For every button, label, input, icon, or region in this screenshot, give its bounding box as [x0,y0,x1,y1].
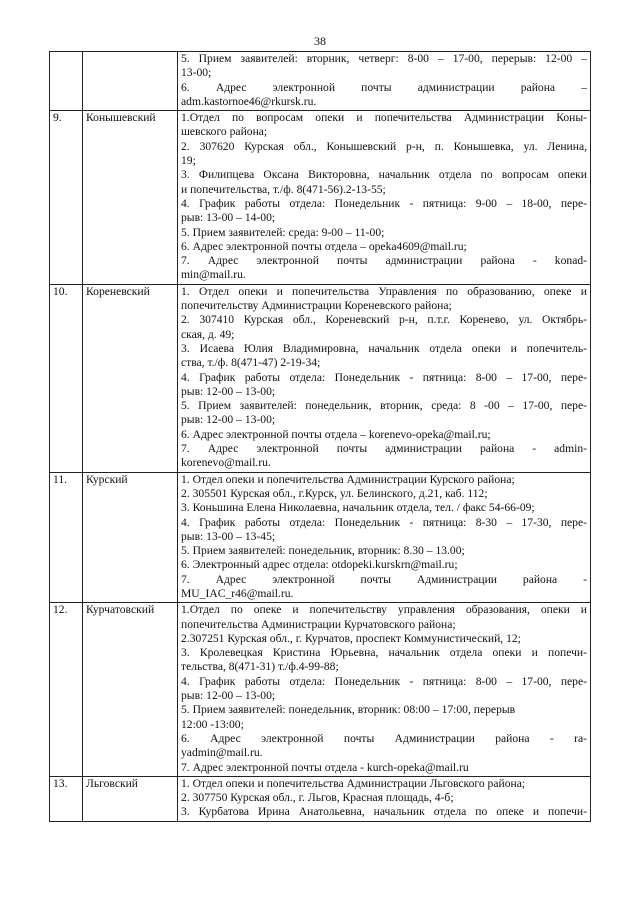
info-line: 6. Адрес электронной почты администрации района – [181,80,587,94]
info-line: ская, д. 49; [181,327,235,341]
info-line: min@mail.ru. [181,268,246,282]
table-body [50,52,591,822]
info-line: 3. Коньшина Елена Николаевна, начальник отдела, тел. / факс 54-66-09; [181,501,535,515]
info-line: рыв: 12-00 – 13-00; [181,413,276,427]
info-line: 4. График работы отдела: Понедельник - пятница: 8-00 – 17-00, пере- [181,674,587,688]
info-line: рыв: 13-00 – 13-45; [181,529,276,543]
row-number: 12. [50,603,83,777]
table-row [50,472,591,603]
info-line: 3. Исаева Юлия Владимировна, начальник отдела опеки и попечитель- [181,341,587,355]
row-number: 10. [50,284,83,472]
info-line: 5. Прием заявителей: понедельник, вторник: 08:00 – 17:00, перерыв [181,703,516,717]
info-line: рыв: 12-00 – 13-00; [181,689,276,703]
info-line: 5. Прием заявителей: вторник, четверг: 8-00 – 17-00, перерыв: 12-00 – [181,52,587,65]
info-line: 5. Прием заявителей: понедельник, вторник, среда: 8 -00 – 17-00, пере- [181,399,587,413]
info-line: 4. График работы отдела: Понедельник - пятница: 9-00 – 18-00, пере- [181,196,587,210]
district-info [178,603,591,777]
info-line: 2. 307750 Курская обл., г. Льгов, Красная площадь, 4-б; [181,791,454,805]
info-line: попечительства Администрации Курчатовского района; [181,617,456,631]
table-row [50,776,591,821]
info-line: 2. 307620 Курская обл., Конышевский р-н, п. Конышевка, ул. Ленина, [181,139,587,153]
info-line: 6. Адрес электронной почты Администрации района - ra- [181,731,587,745]
info-line: и попечительства, т./ф. 8(471-56).2-13-55; [181,182,386,196]
info-line: тельства, 8(471-31) т./ф.4-99-88; [181,660,339,674]
district-info [178,52,591,111]
info-line: 4. График работы отдела: Понедельник - пятница: 8-30 – 17-30, пере- [181,515,587,529]
table-row [50,603,591,777]
info-line: 12:00 -13:00; [181,717,244,731]
info-line: 5. Прием заявителей: понедельник, вторник: 8.30 – 13.00; [181,544,465,558]
info-line: 7. Адрес электронной почты отдела - kurch-opeka@mail.ru [181,760,469,774]
info-line: 3. Курбатова Ирина Анатольевна, начальник отдела по опеке и попечи- [181,805,587,819]
info-line: 3. Кролевецкая Кристина Юрьевна, начальник отдела опеки и попечи- [181,646,587,660]
info-line: 7. Адрес электронной почты администрации района - admin- [181,442,587,456]
row-number [50,52,83,111]
info-line: 7. Адрес электронной почты Администрации района - [181,572,587,586]
district-info [178,472,591,603]
info-line: 6. Адрес электронной почты отдела – korenevo-opeka@mail.ru; [181,427,491,441]
row-number: 11. [50,472,83,603]
district-name [83,52,178,111]
info-line: 1. Отдел опеки и попечительства Администрации Льговского района; [181,776,526,790]
info-line: рыв: 13-00 – 14-00; [181,211,276,225]
info-line: шевского района; [181,125,268,139]
info-line: 4. График работы отдела: Понедельник - пятница: 8-00 – 17-00, пере- [181,370,587,384]
info-line: попечительству Администрации Кореневского района; [181,299,452,313]
info-line: рыв: 12-00 – 13-00; [181,384,276,398]
info-line: 6. Адрес электронной почты отдела – opeka4609@mail.ru; [181,239,467,253]
district-info [178,111,591,285]
district-name: Курчатовский [83,603,178,777]
info-line: 5. Прием заявителей: среда: 9-00 – 11-00; [181,225,385,239]
info-line: 1.Отдел по опеке и попечительству управления образования, опеки и [181,603,587,617]
info-line: 6. Электронный адрес отдела: otdopeki.kurskrn@mail.ru; [181,558,458,572]
page-number: 38 [314,34,326,48]
info-line: MU_IAC_r46@mail.ru. [181,586,294,600]
row-number: 13. [50,776,83,821]
info-line: 3. Филипцева Оксана Викторовна, начальник отдела по вопросам опеки [181,168,587,182]
info-line: 1. Отдел опеки и попечительства Управления по образованию, опеке и [181,284,587,298]
info-line: 7. Адрес электронной почты администрации района - konad- [181,254,587,268]
table-row [50,284,591,472]
info-line: 1.Отдел по вопросам опеки и попечительства Администрации Коны- [181,111,587,125]
district-name: Льговский [83,776,178,821]
district-name: Кореневский [83,284,178,472]
district-name: Курский [83,472,178,603]
info-line: 1. Отдел опеки и попечительства Администрации Курского района; [181,472,515,486]
district-info [178,284,591,472]
info-line: 2. 305501 Курская обл., г.Курск, ул. Белинского, д.21, каб. 112; [181,486,488,500]
info-line: 2.307251 Курская обл., г. Курчатов, проспект Коммунистический, 12; [181,631,521,645]
district-info [178,776,591,821]
info-line: 2. 307410 Курская обл., Кореневский р-н, п.т.г. Коренево, ул. Октябрь- [181,313,587,327]
table-row [50,111,591,285]
info-line: yadmin@mail.ru. [181,746,263,760]
info-line: ства, т./ф. 8(471-47) 2-19-34; [181,356,321,370]
row-number: 9. [50,111,83,285]
district-name: Конышевский [83,111,178,285]
info-line: adm.kastornoe46@rkursk.ru. [181,94,317,108]
table-row [50,52,591,111]
info-line: korenevo@mail.ru. [181,456,271,470]
info-line: 13-00; [181,66,212,80]
districts-table [49,51,591,822]
info-line: 19; [181,154,196,168]
